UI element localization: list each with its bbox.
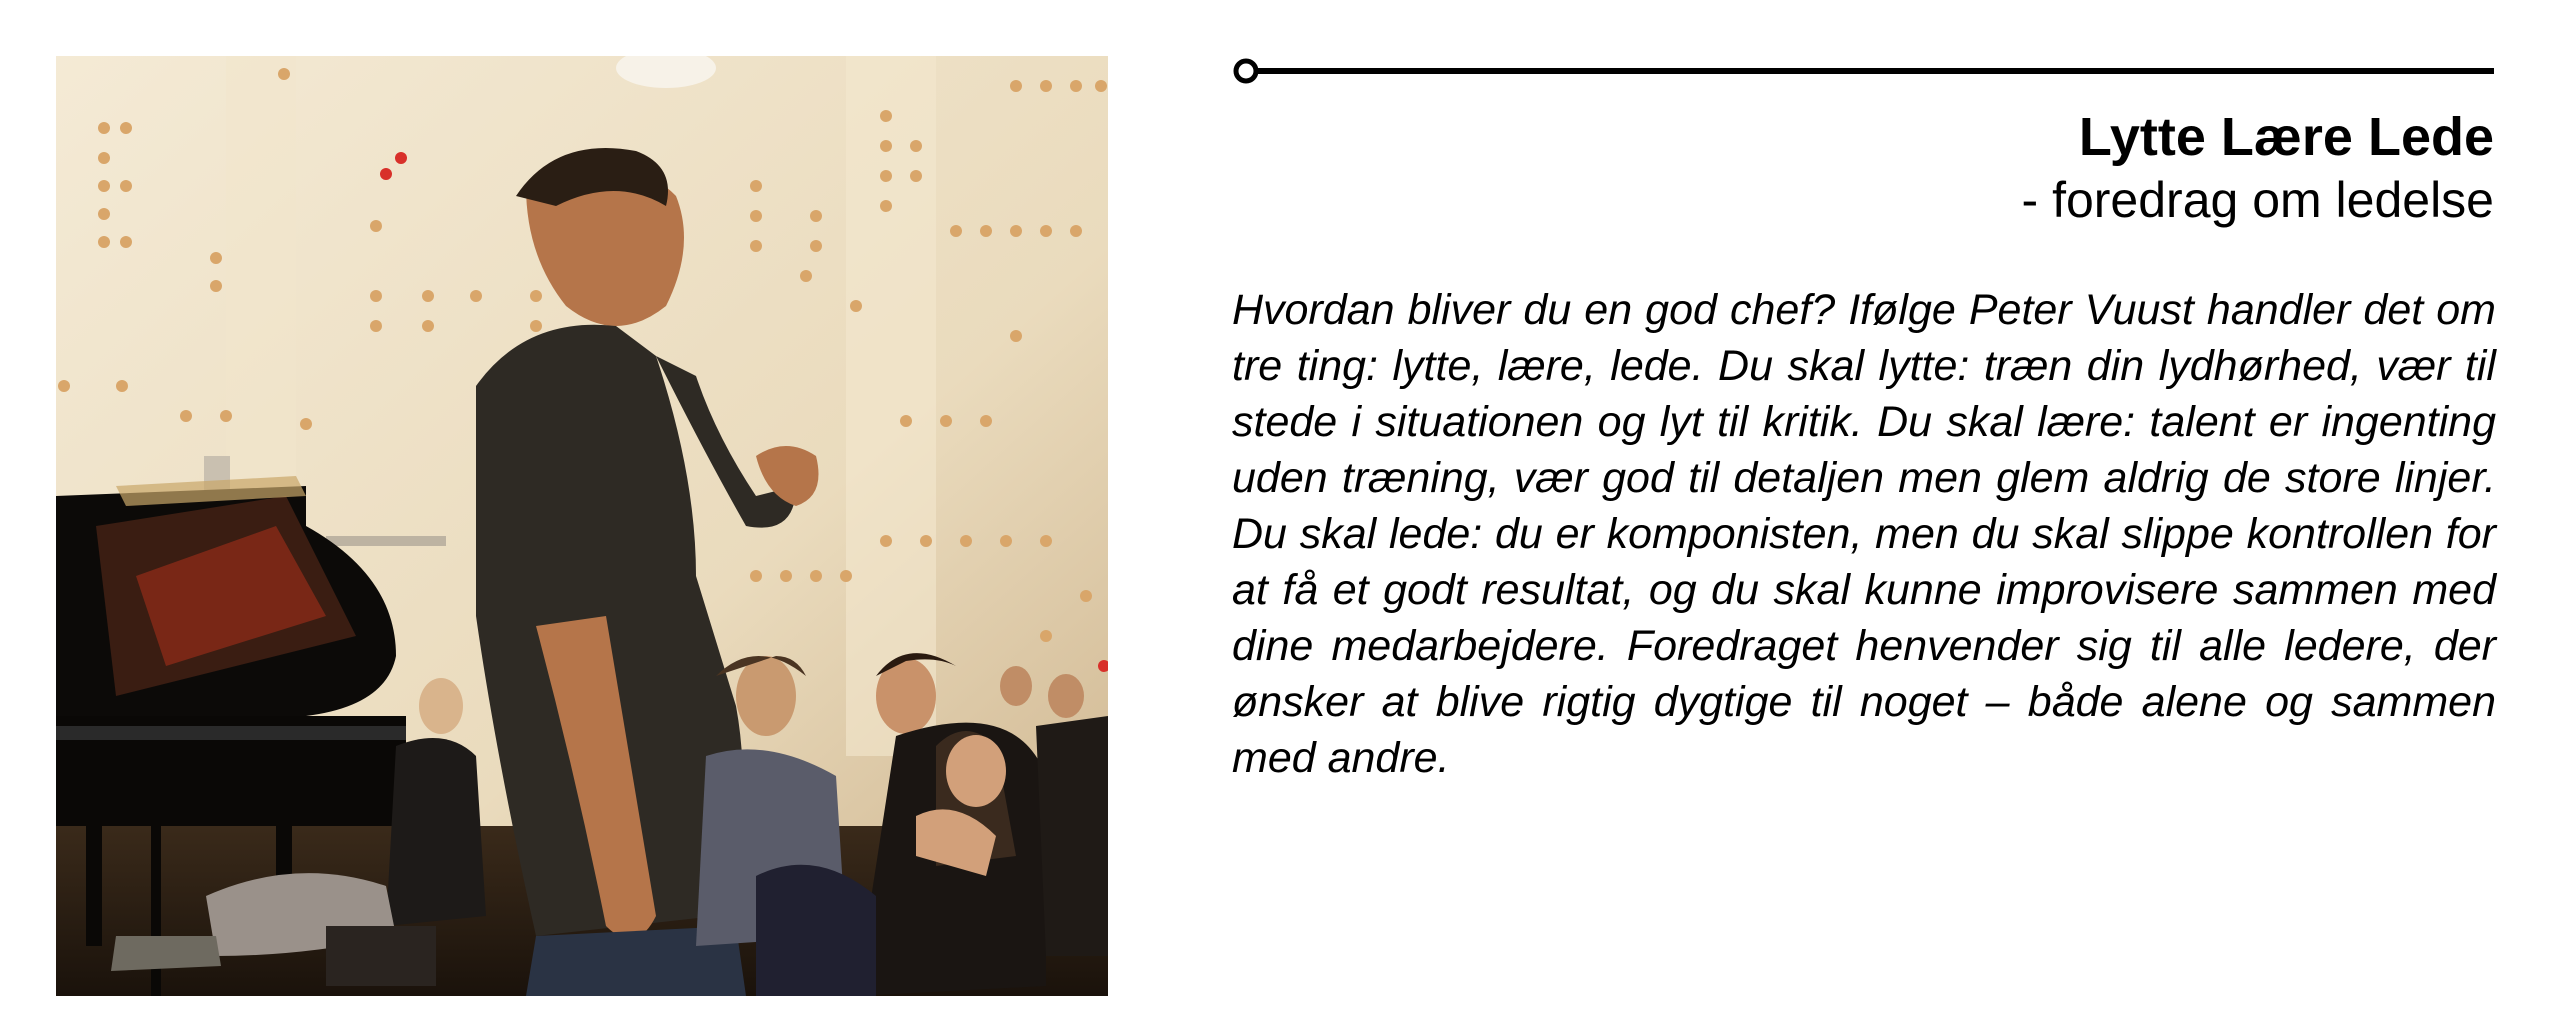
lecture-photo-illustration (56, 56, 1108, 996)
article-subtitle: - foredrag om ledelse (2021, 172, 2494, 228)
line-with-circle-icon (1232, 56, 2494, 86)
article-body: Hvordan bliver du en god chef? Ifølge Peter Vuust handler det om tre ting: lytte, lære, lede. Du skal lytte: træn din lydhørhed, vær til stede i situationen og lyt til kritik. Du skal lære: talent er ingenting uden træning, vær god til detaljen men glem aldrig de store linjer. Du skal lede: du er komponisten, men du skal slippe kontrollen for at få et godt resultat, og du skal kunne improvisere sammen med dine medarbejdere. Foredraget henvender sig til alle ledere, der ønsker at blive rigtig dygtige til noget – både alene og sammen med andre. (1232, 286, 2496, 782)
article-title: Lytte Lære Lede (2078, 107, 2494, 167)
header-rule (1232, 56, 2494, 86)
article-heading (1232, 104, 2494, 230)
lecture-photo (56, 56, 1108, 996)
